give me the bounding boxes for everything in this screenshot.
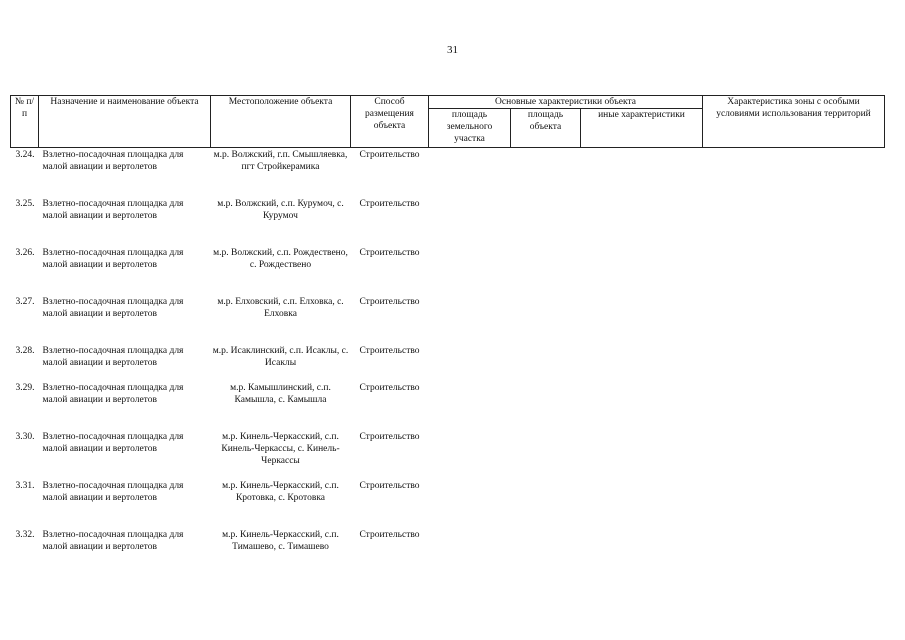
- table-row: [11, 148, 885, 197]
- row-method: Строительство: [359, 529, 420, 540]
- header-object-area: площадь объекта: [511, 109, 581, 148]
- header-name: Назначение и наименование объекта: [39, 96, 211, 148]
- row-name: Взлетно-посадочная площадка для малой авиации и вертолетов: [42, 150, 184, 172]
- row-method: Строительство: [359, 345, 420, 356]
- row-location: м.р. Волжский, г.п. Смышляевка, пгт Стройкерамика: [213, 150, 348, 172]
- row-method: Строительство: [359, 247, 420, 258]
- row-number: 3.24.: [15, 150, 35, 160]
- objects-table: [10, 95, 885, 577]
- row-number: 3.26.: [15, 247, 35, 258]
- row-location: м.р. Кинель-Черкасский, с.п. Кротовка, с. Кротовка: [222, 480, 339, 503]
- row-number: 3.32.: [15, 529, 35, 540]
- table-row: [11, 430, 885, 479]
- row-name: Взлетно-посадочная площадка для малой авиации и вертолетов: [42, 382, 184, 405]
- table-row: [11, 344, 885, 381]
- row-number: 3.30.: [15, 431, 35, 442]
- row-method: Строительство: [359, 480, 420, 491]
- row-location: м.р. Елховский, с.п. Елховка, с. Елховка: [217, 296, 344, 319]
- row-method: Строительство: [359, 296, 420, 307]
- row-number: 3.28.: [15, 345, 35, 356]
- table-row: [11, 246, 885, 295]
- row-location: м.р. Волжский, с.п. Курумоч, с. Курумоч: [217, 198, 344, 221]
- row-name: Взлетно-посадочная площадка для малой авиации и вертолетов: [42, 529, 184, 552]
- row-name: Взлетно-посадочная площадка для малой авиации и вертолетов: [42, 431, 184, 454]
- row-location: м.р. Кинель-Черкасский, с.п. Кинель-Черкассы, с. Кинель-Черкассы: [221, 431, 340, 466]
- header-num: № п/п: [11, 96, 39, 148]
- row-name: Взлетно-посадочная площадка для малой авиации и вертолетов: [42, 247, 184, 270]
- row-method: Строительство: [359, 150, 420, 160]
- row-number: 3.29.: [15, 382, 35, 393]
- header-zone-characteristics: Характеристика зоны с особыми условиями использования территорий: [703, 96, 885, 148]
- row-location: м.р. Исаклинский, с.п. Исаклы, с. Исаклы: [212, 345, 349, 368]
- header-other-characteristics: иные характеристики: [581, 109, 703, 148]
- row-number: 3.27.: [15, 296, 35, 307]
- row-location: м.р. Камышлинский, с.п. Камышла, с. Камышла: [230, 382, 331, 405]
- row-method: Строительство: [359, 382, 420, 393]
- table-row: [11, 381, 885, 430]
- page-number: 31: [447, 44, 458, 56]
- table-row: [11, 197, 885, 246]
- header-main-characteristics: Основные характеристики объекта: [429, 96, 703, 109]
- table-row: [11, 295, 885, 344]
- row-name: Взлетно-посадочная площадка для малой авиации и вертолетов: [42, 480, 184, 503]
- table-row: [11, 479, 885, 528]
- header-land-area: площадь земельного участка: [429, 109, 511, 148]
- row-name: Взлетно-посадочная площадка для малой авиации и вертолетов: [42, 345, 184, 368]
- row-number: 3.25.: [15, 198, 35, 209]
- row-name: Взлетно-посадочная площадка для малой авиации и вертолетов: [42, 198, 184, 221]
- table-row: [11, 528, 885, 577]
- row-method: Строительство: [359, 431, 420, 442]
- row-location: м.р. Волжский, с.п. Рождествено, с. Рождествено: [213, 247, 348, 270]
- row-method: Строительство: [359, 198, 420, 209]
- header-method: Способ размещения объекта: [351, 96, 429, 148]
- header-location: Местоположение объекта: [211, 96, 351, 148]
- row-name: Взлетно-посадочная площадка для малой авиации и вертолетов: [42, 296, 184, 319]
- row-number: 3.31.: [15, 480, 35, 491]
- row-location: м.р. Кинель-Черкасский, с.п. Тимашево, с. Тимашево: [222, 529, 339, 552]
